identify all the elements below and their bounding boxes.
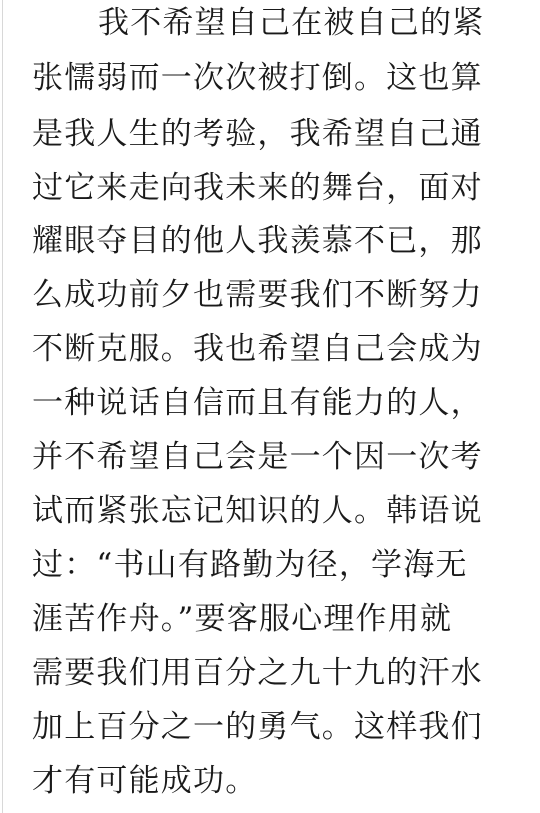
essay-line-10: 试而紧张忘记知识的人。韩语说 <box>32 493 483 529</box>
essay-line-15: 才有可能成功。 <box>32 763 258 799</box>
essay-line-14: 加上百分之一的勇气。这样我们 <box>32 709 483 745</box>
essay-line-1: 我不希望自己在被自己的紧 <box>98 5 485 41</box>
essay-line-4: 过它来走向我未来的舞台，面对 <box>32 170 483 206</box>
page-left-border <box>2 0 3 813</box>
essay-line-7: 不断克服。我也希望自己会成为 <box>32 331 483 367</box>
essay-line-11: 过：“书山有路勤为径，学海无 <box>32 547 468 583</box>
essay-line-9: 并不希望自己会是一个因一次考 <box>32 439 483 475</box>
essay-line-12: 涯苦作舟。”要客服心理作用就 <box>32 601 453 637</box>
essay-line-3: 是我人生的考验，我希望自己通 <box>32 116 483 152</box>
essay-line-6: 么成功前夕也需要我们不断努力 <box>32 277 483 313</box>
essay-line-13: 需要我们用百分之九十九的汗水 <box>32 655 483 691</box>
essay-line-2: 张懦弱而一次次被打倒。这也算 <box>32 60 483 96</box>
essay-line-8: 一种说话自信而且有能力的人， <box>32 385 483 421</box>
essay-line-5: 耀眼夺目的他人我羡慕不已，那 <box>32 223 483 259</box>
